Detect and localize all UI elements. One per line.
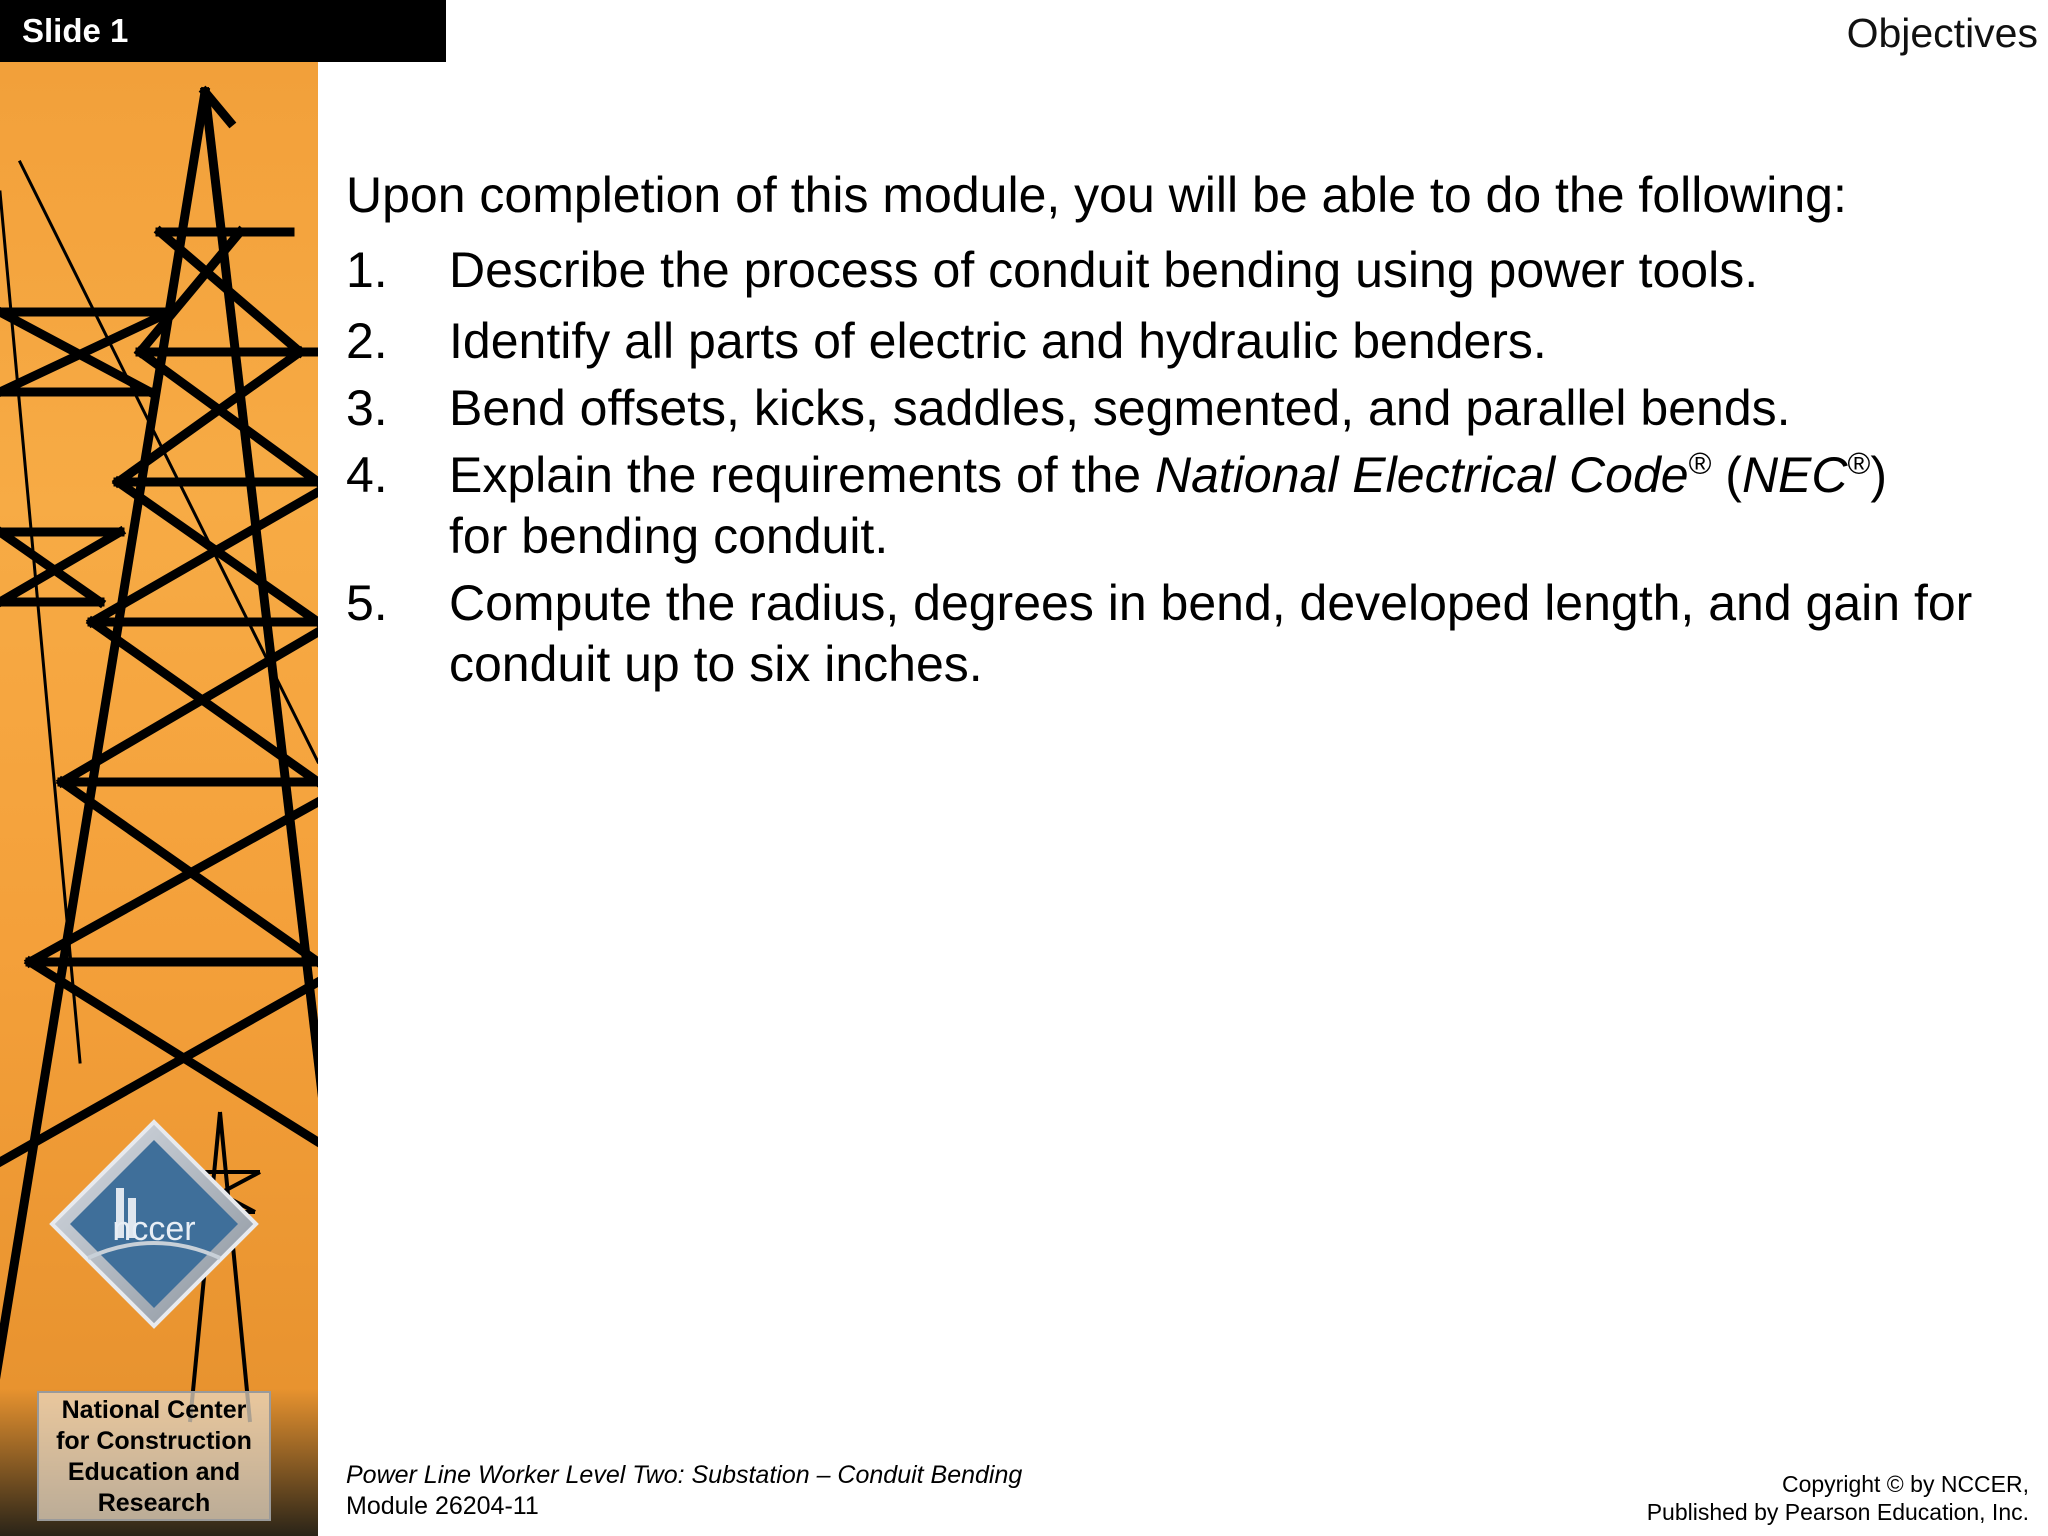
objective-text-post: for bending conduit. [449, 508, 889, 564]
objective-item [346, 573, 2026, 695]
code-name: National Electrical Code [1154, 447, 1689, 503]
objective-text: Compute the radius, degrees in bend, developed length, and gain for conduit up to six inches. [449, 575, 1973, 692]
objective-text-pre: Explain the requirements of the [449, 447, 1155, 503]
sidebar-decoration [0, 62, 318, 1536]
org-caption-line: for Construction [56, 1427, 252, 1455]
module-number: Module 26204-11 [346, 1492, 539, 1520]
objective-number: 4. [346, 447, 388, 503]
objective-text: Bend offsets, kicks, saddles, segmented, and parallel bends. [449, 380, 1791, 436]
paren-close: ) [1870, 447, 1888, 503]
objective-number: 5. [346, 575, 388, 631]
objective-item [346, 378, 2026, 439]
slide-number-label: Slide 1 [22, 12, 129, 49]
objective-item [346, 240, 2026, 301]
registered-mark: ® [1847, 446, 1871, 481]
code-abbreviation: NEC [1741, 447, 1848, 503]
paren-open: ( [1711, 447, 1742, 503]
footer-course-info [346, 1460, 1022, 1522]
objective-text: Describe the process of conduit bending using power tools. [449, 242, 1759, 298]
objective-number: 1. [346, 242, 388, 298]
org-caption-line: Education and [67, 1458, 241, 1486]
slide-content [346, 165, 2026, 701]
objective-number: 2. [346, 313, 388, 369]
registered-mark: ® [1688, 446, 1712, 481]
objective-item [346, 445, 2026, 567]
footer-copyright [1647, 1470, 2029, 1526]
org-caption-line: National Center [61, 1396, 247, 1424]
section-title: Objectives [1846, 10, 2038, 56]
objective-text: Identify all parts of electric and hydraulic benders. [449, 313, 1547, 369]
objective-number: 3. [346, 380, 388, 436]
objective-item [346, 311, 2026, 372]
copyright-text: Copyright © by NCCER, [1781, 1471, 2029, 1497]
objective-text [449, 445, 2026, 567]
intro-text: Upon completion of this module, you will be able to do the following: [346, 167, 1847, 223]
organization-caption [37, 1391, 271, 1521]
org-caption-line: Research [97, 1489, 211, 1517]
course-title: Power Line Worker Level Two: Substation – Conduit Bending [346, 1461, 1023, 1489]
publisher-text: Published by Pearson Education, Inc. [1646, 1499, 2029, 1525]
nccer-logo [48, 1118, 260, 1330]
nccer-logo-text: nccer [112, 1210, 196, 1248]
slide-number-tab [0, 0, 446, 62]
